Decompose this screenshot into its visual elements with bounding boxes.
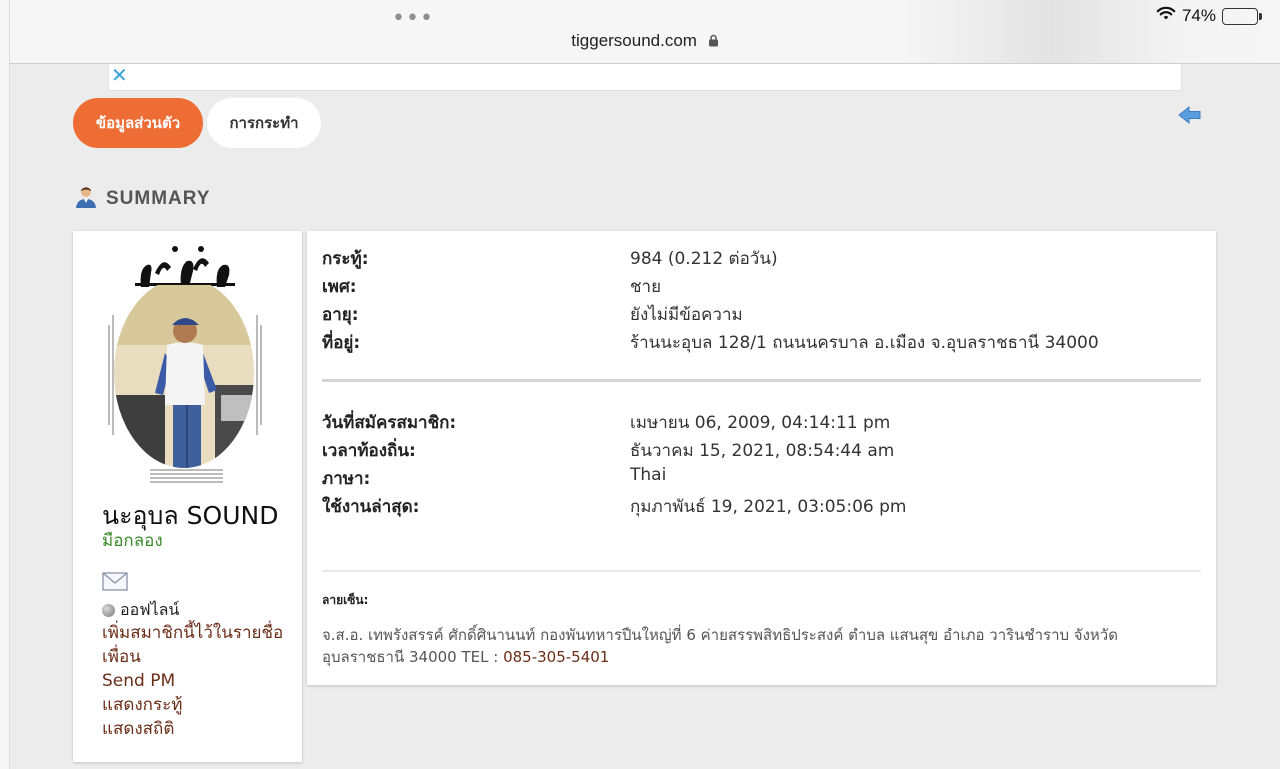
info-label: เพศ:: [322, 277, 357, 297]
signature-divider: [322, 570, 1201, 572]
signature-body: จ.ส.อ. เทพรังสรรค์ ศักดิ์ศินานนท์ กองพันทหารปืนใหญ่ที่ 6 ค่ายสรรพสิทธิประสงค์ ตำบล แสนสุข อำเภอ วารินชำราบ จังหวัด อุบลราชธานี 34000 TEL :: [322, 626, 1118, 666]
info-label: กระทู้:: [322, 249, 369, 269]
show-posts-link[interactable]: แสดงกระทู้: [102, 695, 183, 715]
browser-menu-dots[interactable]: •••: [392, 6, 434, 31]
left-edge-rail: [0, 0, 10, 769]
signature-phone: 085-305-5401: [503, 648, 610, 666]
info-label: อายุ:: [322, 305, 359, 325]
username: นะอุบล SOUND: [102, 501, 279, 530]
info-label: เวลาท้องถิ่น:: [322, 441, 416, 461]
info-label: วันที่สมัครสมาชิก:: [322, 413, 457, 433]
signature-text: [322, 624, 1192, 668]
user-rank: มือกลอง: [102, 531, 163, 551]
info-value: ธันวาคม 15, 2021, 08:54:44 am: [630, 441, 895, 461]
info-label: ที่อยู่:: [322, 333, 361, 353]
wifi-icon: [1156, 6, 1176, 26]
send-pm-link[interactable]: Send PM: [102, 671, 176, 691]
info-value: Thai: [630, 465, 667, 485]
info-label: ภาษา:: [322, 469, 371, 489]
back-arrow-icon[interactable]: [1178, 105, 1202, 129]
browser-toolbar: [10, 0, 1280, 64]
offline-dot-icon: [102, 604, 115, 617]
info-value: 984 (0.212 ต่อวัน): [630, 249, 778, 269]
profile-actions: [102, 621, 297, 741]
online-status: [102, 598, 179, 623]
battery-percent: 74%: [1181, 6, 1216, 25]
add-buddy-link[interactable]: เพิ่มสมาชิกนี้ไว้ในรายชื่อเพื่อน: [102, 623, 284, 667]
tab-actions[interactable]: การกระทำ: [207, 98, 321, 148]
user-icon: [74, 185, 98, 213]
device-status: [1156, 6, 1258, 26]
profile-card: [73, 231, 302, 762]
section-divider: [322, 379, 1201, 382]
battery-icon: [1222, 8, 1258, 25]
email-icon[interactable]: [102, 572, 128, 596]
show-stats-link[interactable]: แสดงสถิติ: [102, 719, 175, 739]
info-value: ชาย: [630, 277, 662, 297]
signature-label: ลายเซ็น:: [322, 593, 369, 607]
info-value: เมษายน 06, 2009, 04:14:11 pm: [630, 413, 891, 433]
url-text: tiggersound.com: [571, 31, 697, 50]
section-heading: [74, 185, 210, 213]
lock-icon: [708, 32, 719, 52]
tab-personal-info[interactable]: ข้อมูลส่วนตัว: [73, 98, 203, 148]
info-value: ร้านนะอุบล 128/1 ถนนนครบาล อ.เมือง จ.อุบลราชธานี 34000: [630, 333, 1099, 353]
info-value: กุมภาพันธ์ 19, 2021, 03:05:06 pm: [630, 497, 907, 517]
avatar: [105, 245, 265, 495]
profile-details-card: [307, 231, 1216, 685]
info-value: ยังไม่มีข้อความ: [630, 305, 743, 325]
section-title: SUMMARY: [106, 188, 211, 209]
ad-banner: [108, 64, 1182, 91]
address-bar[interactable]: [10, 31, 1280, 52]
close-ad-icon[interactable]: ✕: [111, 63, 128, 87]
status-text: ออฟไลน์: [120, 600, 180, 619]
info-label: ใช้งานล่าสุด:: [322, 497, 420, 517]
